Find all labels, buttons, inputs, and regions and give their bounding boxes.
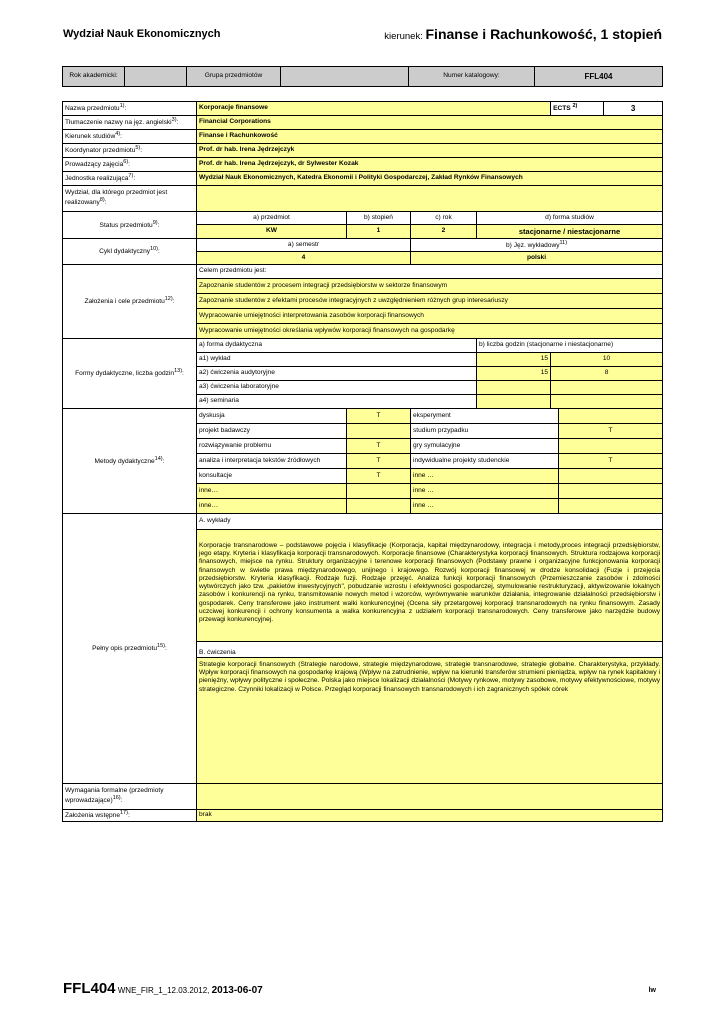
footer-date: 2013-06-07 — [211, 985, 263, 996]
method-left-mark — [347, 424, 411, 439]
method-right: eksperyment — [411, 409, 559, 424]
method-left: konsultacje — [197, 469, 347, 484]
ects-value: 3 — [604, 102, 663, 116]
form-hours-stationary — [477, 381, 551, 395]
cycle-col-b: b) Jęz. wykładowy$^{11)}$ — [411, 239, 663, 252]
method-left: projekt badawczy — [197, 424, 347, 439]
coordinator-value: Prof. dr hab. Irena Jędrzejczyk — [197, 144, 663, 158]
method-left-mark — [347, 499, 411, 514]
exercises-text: Strategie korporacji finansowych (Strategie narodowe, strategie międzynarodowe, strategie transnarodowe, strategie globalne. Charakterystyka, przykłady. Wpływ korporacji finansowych na gospodarkę krajową (Wpływ na zatrudnienie, wpływ na kierunki transferów strumieni pieniądza, wpływ na rynek kapitałowy i pieniężny, wpływy polityczne i społeczne. Polska jako miejsce lokalizacji działalności (Motywy rynkowe, motywy zasobowe, motywy efektywnościowe, motywy strategiczne. Czynniki lokalizacji w Polsce. Przegląd korporacji finansowych transnarodowych i ich zagranicznych spółek córek — [197, 658, 663, 784]
goals-intro: Celem przedmiotu jest: — [197, 265, 663, 279]
method-left-mark — [347, 484, 411, 499]
cycle-col-a: a) semestr — [197, 239, 411, 252]
forms-col-b: b) liczba godzin (stacjonarne i niestacjonarne) — [477, 339, 663, 353]
form-name: a1) wykład — [197, 353, 477, 367]
subject-group-value — [281, 67, 409, 87]
catalog-number-value: FFL404 — [535, 67, 663, 87]
goal-item: Zapoznanie studentów z procesem integracji przedsiębiorstw w sektorze finansowym — [197, 279, 663, 294]
goals-label: Założenia i cele przedmiotu$^{12)}$: — [63, 265, 197, 339]
footer-code: FFL404 — [63, 980, 116, 997]
subject-group-label: Grupa przedmiotów — [187, 67, 281, 87]
lectures-heading: A. wykłady — [197, 514, 663, 530]
faculty-for-value — [197, 186, 663, 212]
status-val-c: 2 — [411, 225, 477, 239]
footer-doc: WNE_FIR_1_12.03.2012, — [117, 986, 210, 995]
status-val-d: stacjonarne / niestacjonarne — [477, 225, 663, 239]
method-left: inne… — [197, 499, 347, 514]
methods-label: Metody dydaktyczne$^{14)}$: — [63, 409, 197, 514]
cycle-val-b: polski — [411, 252, 663, 265]
prerequisites-value: brak — [197, 810, 663, 822]
footer — [63, 980, 263, 997]
requirements-value — [197, 784, 663, 810]
academic-year-value — [125, 67, 187, 87]
form-name: a4) seminaria — [197, 395, 477, 409]
form-hours-stationary — [477, 395, 551, 409]
goal-item: Wypracowanie umiejętności określania wpływów korporacji finansowych na gospodarkę — [197, 324, 663, 339]
form-hours-nonstationary — [551, 395, 663, 409]
status-col-c: c) rok — [411, 212, 477, 225]
field-of-study-label: Kierunek studiów$^{4)}$: — [63, 130, 197, 144]
cycle-label: Cykl dydaktyczny$^{10)}$: — [63, 239, 197, 265]
instructors-label: Prowadzący zajęcia$^{6)}$: — [63, 158, 197, 172]
status-col-a: a) przedmiot — [197, 212, 347, 225]
faculty-for-label: Wydział, dla którego przedmiot jest realizowany$^{8)}$: — [63, 186, 197, 212]
method-right-mark — [559, 499, 663, 514]
method-right-mark — [559, 409, 663, 424]
coordinator-label: Koordynator przedmiotu$^{5)}$: — [63, 144, 197, 158]
syllabus-table — [62, 101, 663, 822]
ects-label: ECTS $^{2)}$ — [551, 102, 604, 116]
goal-item: Wypracowanie umiejętności interpretowania zasobów korporacji finansowych — [197, 309, 663, 324]
method-right: gry symulacyjne — [411, 439, 559, 454]
method-right: inne … — [411, 484, 559, 499]
form-hours-nonstationary: 10 — [551, 353, 663, 367]
unit-label: Jednostka realizująca$^{7)}$: — [63, 172, 197, 186]
method-left: inne… — [197, 484, 347, 499]
method-right: indywidualne projekty studenckie — [411, 454, 559, 469]
status-val-b: 1 — [347, 225, 411, 239]
catalog-row — [62, 66, 663, 87]
forms-label: Formy dydaktyczne, liczba godzin$^{13)}$: — [63, 339, 197, 409]
method-left-mark: T — [347, 454, 411, 469]
cycle-val-a: 4 — [197, 252, 411, 265]
status-val-a: KW — [197, 225, 347, 239]
method-left: rozwiązywanie problemu — [197, 439, 347, 454]
form-hours-nonstationary — [551, 381, 663, 395]
method-left-mark: T — [347, 439, 411, 454]
form-name: a2) ćwiczenia audytoryjne — [197, 367, 477, 381]
translation-value: Financial Corporations — [197, 116, 663, 130]
instructors-value: Prof. dr hab. Irena Jędrzejczyk, dr Sylwester Kozak — [197, 158, 663, 172]
form-hours-nonstationary: 8 — [551, 367, 663, 381]
method-right-mark — [559, 484, 663, 499]
requirements-label: Wymagania formalne (przedmioty wprowadzające)$^{16)}$: — [63, 784, 197, 810]
method-right-mark — [559, 469, 663, 484]
field-heading — [384, 26, 662, 42]
method-right-mark: T — [559, 454, 663, 469]
exercises-heading: B. ćwiczenia — [197, 642, 663, 658]
translation-label: Tłumaczenie nazwy na jęz. angielski$^{3)}$: — [63, 116, 197, 130]
method-left-mark: T — [347, 469, 411, 484]
unit-value: Wydział Nauk Ekonomicznych, Katedra Ekonomii i Polityki Gospodarczej, Zakład Rynków Finansowych — [197, 172, 663, 186]
method-left: analiza i interpretacja tekstów źródłowych — [197, 454, 347, 469]
catalog-number-label: Numer katalogowy: — [409, 67, 535, 87]
method-right: inne … — [411, 469, 559, 484]
method-left: dyskusja — [197, 409, 347, 424]
status-label: Status przedmiotu$^{9)}$: — [63, 212, 197, 239]
forms-col-a: a) forma dydaktyczna — [197, 339, 477, 353]
prerequisites-label: Założenia wstępne$^{17)}$: — [63, 810, 197, 822]
subject-name-label: Nazwa przedmiotu$^{1)}$: — [63, 102, 197, 116]
field-heading-label: kierunek: — [384, 31, 423, 42]
form-hours-stationary: 15 — [477, 367, 551, 381]
form-hours-stationary: 15 — [477, 353, 551, 367]
status-col-d: d) forma studiów — [477, 212, 663, 225]
academic-year-label: Rok akademicki: — [63, 67, 125, 87]
field-heading-value: Finanse i Rachunkowość, 1 stopień — [425, 26, 662, 42]
method-right: inne … — [411, 499, 559, 514]
status-col-b: b) stopień — [347, 212, 411, 225]
description-label: Pełny opis przedmiotu$^{15)}$: — [63, 514, 197, 784]
faculty-heading: Wydział Nauk Ekonomicznych — [63, 28, 221, 40]
goal-item: Zapoznanie studentów z efektami procesów integracyjnych z uwzględnieniem różnych grup interesariuszy — [197, 294, 663, 309]
method-right: studium przypadku — [411, 424, 559, 439]
method-right-mark — [559, 439, 663, 454]
field-of-study-value: Finanse i Rachunkowość — [197, 130, 663, 144]
subject-name-value: Korporacje finansowe — [197, 102, 551, 116]
footer-initials: lw — [648, 987, 656, 994]
form-name: a3) ćwiczenia laboratoryjne — [197, 381, 477, 395]
lectures-text: Korporacje transnarodowe – podstawowe pojęcia i klasyfikacje (Korporacja, kapitał międzynarodowy, integracja i metody,proces integracji przedsiębiorstw, jego etapy. Kryteria i klasyfikacja korporacji transnarodowych. Korporacje finansowe (Charakterystyka korporacji finansowych. Struktura rodzajowa korporacji finansowych, miejsce na rynku. Struktury organizacyjne i terenowe korporacji finansowych (Podstawy prawne i organizacyjne funkcjonowania korporacji finansowych w świetle prawa międzynarodowego, unijnego i krajowego. Rozwój korporacji finansowej w drodze konsolidacji (Fuzje i przejęcia przedsiębiorstw. Kryteria klasyfikacji. Rodzaje fuzji. Rodzaje przejęć. Analiza funkcji korporacji finansowych (Przemieszczanie zasobów i zdolności wytwórczych jako tzw. „pakietów inwestycyjnych", pobudzanie wzrostu i efektywności gospodarczej, stymulowanie restrukturyzacji, aktywizowanie lokalnych zasobów i konkurencji na rynku, transmitowanie nowych metod i wzorców, wyrównywanie warunków działania, integrowanie działalności przedsiębiorstw i gospodarek. Ceny transferowe jako instrument walki konkurencyjnej (Ocena siły przetargowej korporacji transnarodowych na rynku finansowym. Zasady uczciwej konkurencji i ochrony konsumenta a walka konkurencyjna z udziałem korporacji transnarodowych. Ceny transferowe jako narzędzie budowy przewagi konkurencyjnej. — [197, 530, 663, 642]
method-right-mark: T — [559, 424, 663, 439]
method-left-mark: T — [347, 409, 411, 424]
